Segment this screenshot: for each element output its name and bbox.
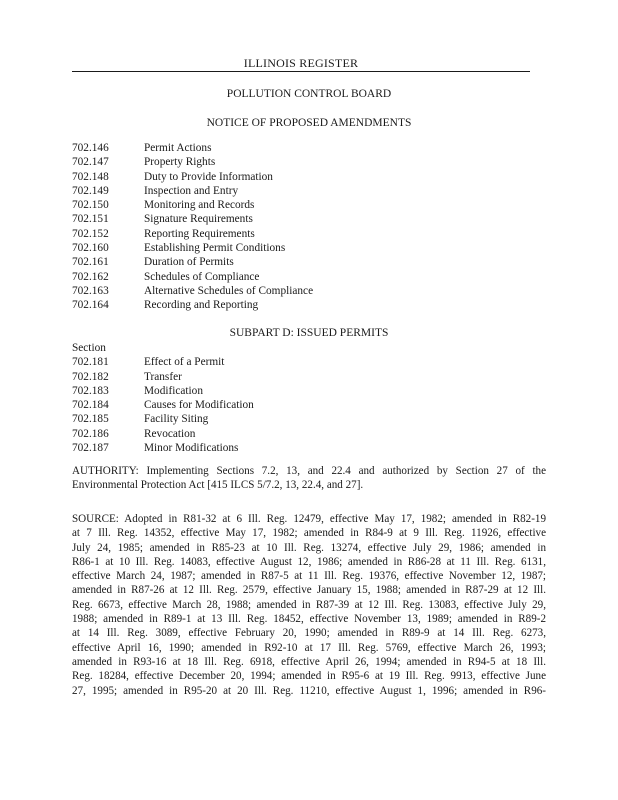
section-row [72,412,254,426]
source-line: R86-1 at 10 Ill. Reg. 14083, effective August 12, 1986; amended in R86-28 at 11 Ill. Reg. 6131, [72,555,546,568]
section-number: 702.152 [72,227,109,240]
section-title: Modification [144,384,203,397]
section-number: 702.150 [72,199,109,212]
source-line: effective March 24, 1987; amended in R87-5 at 11 Ill. Reg. 19376, effective November 12, 1987; [72,570,546,583]
section-row [72,398,254,412]
source-line: amended in R87-26 at 12 Ill. Reg. 2579, effective January 15, 1988; amended in R87-29 at 12 Ill. [72,584,546,597]
section-title: Duty to Provide Information [144,170,273,183]
source-paragraph [72,512,546,698]
section-row [72,384,254,398]
section-row [72,155,313,169]
section-number: 702.187 [72,442,109,455]
authority-line: Environmental Protection Act [415 ILCS 5/7.2, 13, 22.4, and 27]. [72,479,364,492]
source-line: at 14 Ill. Reg. 3089, effective February 20, 1990; amended in R89-9 at 14 Ill. Reg. 6273, [72,627,546,640]
section-list-a [72,141,313,313]
section-column-label: Section [72,342,106,354]
source-line: July 24, 1985; amended in R85-23 at 10 Ill. Reg. 13274, effective July 29, 1986; amended in [72,541,546,554]
section-number: 702.185 [72,413,109,426]
section-title: Minor Modifications [144,442,239,455]
section-title: Alternative Schedules of Compliance [144,284,314,297]
section-row [72,141,313,155]
section-row [72,284,313,298]
source-line: at 7 Ill. Reg. 14352, effective May 17, 1982; amended in R84-9 at 9 Ill. Reg. 11926, effective [72,527,546,540]
section-row [72,198,313,212]
section-number: 702.163 [72,284,109,297]
section-title: Reporting Requirements [144,227,255,240]
section-title: Facility Siting [144,413,209,426]
source-line: SOURCE: Adopted in R81-32 at 6 Ill. Reg. 12479, effective May 17, 1982; amended in R82-19 [72,513,546,525]
section-number: 702.146 [72,142,109,154]
section-title: Duration of Permits [144,256,234,269]
section-title: Permit Actions [144,142,212,154]
section-row [72,241,313,255]
section-row [72,370,254,384]
board-title: POLLUTION CONTROL BOARD [226,88,392,100]
source-line: Reg. 18284, effective December 20, 1994; amended in R95-6 at 19 Ill. Reg. 9913, effective June [72,670,546,683]
section-title: Revocation [144,427,196,440]
section-row [72,298,313,312]
section-title: Recording and Reporting [144,299,259,312]
section-title: Signature Requirements [144,213,253,226]
notice-title: NOTICE OF PROPOSED AMENDMENTS [206,117,412,129]
section-title: Causes for Modification [144,399,254,412]
section-number: 702.149 [72,184,109,197]
section-number: 702.183 [72,384,109,397]
source-line: 1988; amended in R89-1 at 13 Ill. Reg. 18452, effective November 13, 1989; amended in R89-2 [72,613,546,626]
source-line: Reg. 6673, effective March 28, 1988; amended in R87-39 at 12 Ill. Reg. 13083, effective July 29, [72,598,546,611]
section-row [72,184,313,198]
source-line: 27, 1995; amended in R95-20 at 20 Ill. Reg. 11210, effective August 1, 1996; amended in R96- [72,684,546,697]
section-list-d [72,341,254,455]
section-number: 702.181 [72,356,109,369]
subpart-heading: SUBPART D: ISSUED PERMITS [229,327,389,339]
section-row [72,212,313,226]
section-title: Monitoring and Records [144,199,255,212]
section-row [72,441,254,455]
section-number: 702.182 [72,370,109,383]
section-title: Transfer [144,370,182,383]
section-title: Property Rights [144,156,216,169]
section-row [72,255,313,269]
section-row [72,270,313,284]
header-rule [72,71,530,72]
source-line: effective April 16, 1990; amended in R92-10 at 17 Ill. Reg. 5769, effective March 26, 1993; [72,641,546,654]
section-number: 702.161 [72,256,109,269]
section-number: 702.162 [72,270,109,283]
section-number: 702.160 [72,242,109,255]
register-header: ILLINOIS REGISTER [243,56,359,70]
section-number: 702.147 [72,156,109,169]
section-title: Inspection and Entry [144,184,239,197]
authority-paragraph [72,464,546,493]
section-number: 702.184 [72,399,109,412]
section-number: 702.164 [72,299,109,312]
section-title: Schedules of Compliance [144,270,260,283]
section-row [72,227,313,241]
section-row [72,170,313,184]
section-title: Effect of a Permit [144,356,225,369]
authority-line: AUTHORITY: Implementing Sections 7.2, 13, and 22.4 and authorized by Section 27 of the [72,465,546,477]
section-row [72,427,254,441]
section-number: 702.151 [72,213,109,226]
source-line: amended in R93-16 at 18 Ill. Reg. 6918, effective April 26, 1994; amended in R94-5 at 18 Ill. [72,655,546,668]
section-row [72,355,254,369]
section-title: Establishing Permit Conditions [144,242,286,255]
section-number: 702.186 [72,427,109,440]
section-number: 702.148 [72,170,109,183]
